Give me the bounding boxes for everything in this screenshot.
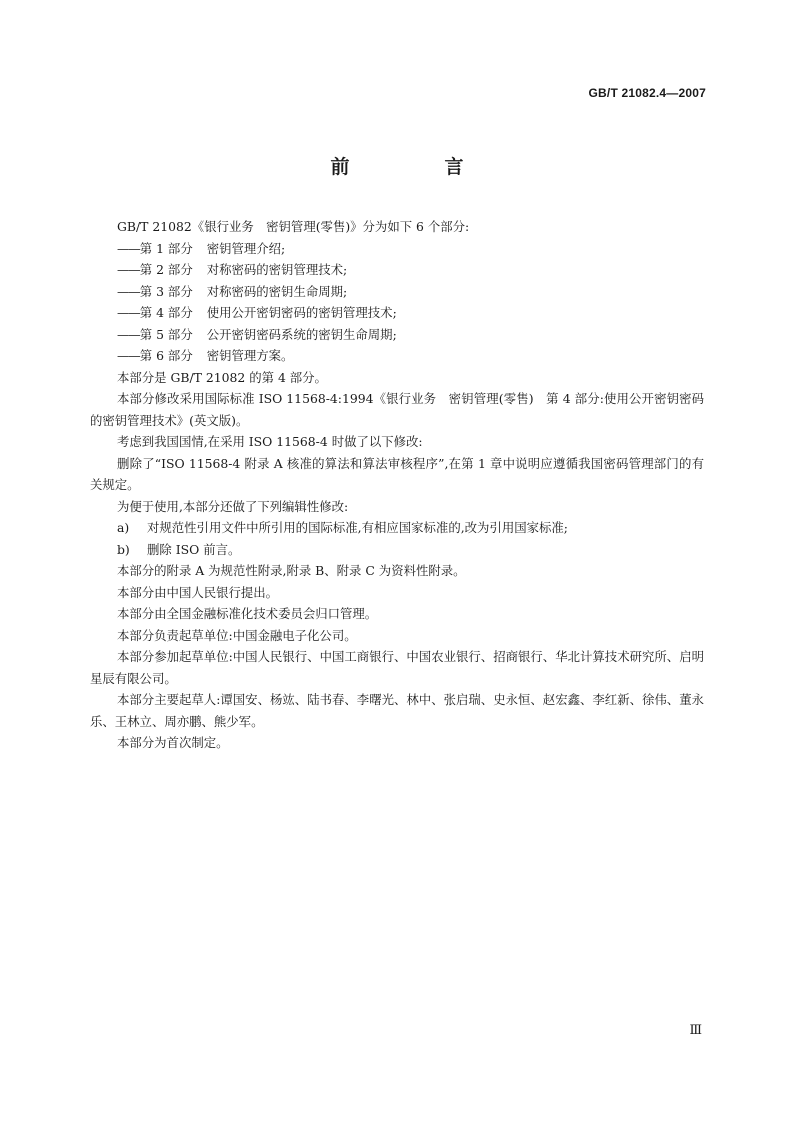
list-item: ——第 6 部分 密钥管理方案。 [117,348,294,363]
paragraph-annex: 本部分的附录 A 为规范性附录,附录 B、附录 C 为资料性附录。 [117,563,466,578]
paragraph-responsible: 本部分负责起草单位:中国金融电子化公司。 [117,627,357,643]
list-item: ——第 4 部分 使用公开密钥密码的密钥管理技术; [117,305,397,320]
paragraph-drafters: 本部分主要起草人:谭国安、杨竑、陆书春、李曙光、林中、张启瑞、史永恒、赵宏鑫、李红新、徐伟、董永乐、王林立、周亦鹏、熊少军。 [90,692,704,729]
paragraph-participants: 本部分参加起草单位:中国人民银行、中国工商银行、中国农业银行、招商银行、华北计算技术研究所、启明星辰有限公司。 [90,649,704,686]
paragraph-proposed: 本部分由中国人民银行提出。 [117,584,279,600]
list-item: b) 删除 ISO 前言。 [117,541,241,557]
list-item: ——第 2 部分 对称密码的密钥管理技术; [117,262,348,277]
list-item: a) 对规范性引用文件中所引用的国际标准,有相应国家标准的,改为引用国家标准; [117,520,568,535]
standard-code: GB/T 21082.4—2007 [588,86,706,100]
list-item: ——第 3 部分 对称密码的密钥生命周期; [117,283,348,299]
paragraph-editorial: 为便于使用,本部分还做了下列编辑性修改: [117,498,349,514]
page-title: 前 言 [330,156,502,178]
intro-paragraph: GB/T 21082《银行业务 密钥管理(零售)》分为如下 6 个部分: [117,219,470,234]
foreword-body [90,216,704,754]
paragraph-managed: 本部分由全国金融标准化技术委员会归口管理。 [117,606,378,621]
paragraph-adoption: 本部分修改采用国际标准 ISO 11568-4:1994《银行业务 密钥管理(零售) 第 4 部分:使用公开密钥密码的密钥管理技术》(英文版)。 [90,391,704,428]
list-item: ——第 5 部分 公开密钥密码系统的密钥生命周期; [117,326,397,342]
paragraph-deletion: 删除了“ISO 11568-4 附录 A 核准的算法和算法审核程序”,在第 1 章中说明应遵循我国密码管理部门的有关规定。 [90,455,704,492]
paragraph-this-part: 本部分是 GB/T 21082 的第 4 部分。 [117,369,327,385]
paragraph-consideration: 考虑到我国国情,在采用 ISO 11568-4 时做了以下修改: [117,434,423,449]
page-number: Ⅲ [689,1022,702,1037]
paragraph-first: 本部分为首次制定。 [117,735,229,750]
list-item: ——第 1 部分 密钥管理介绍; [117,240,286,256]
